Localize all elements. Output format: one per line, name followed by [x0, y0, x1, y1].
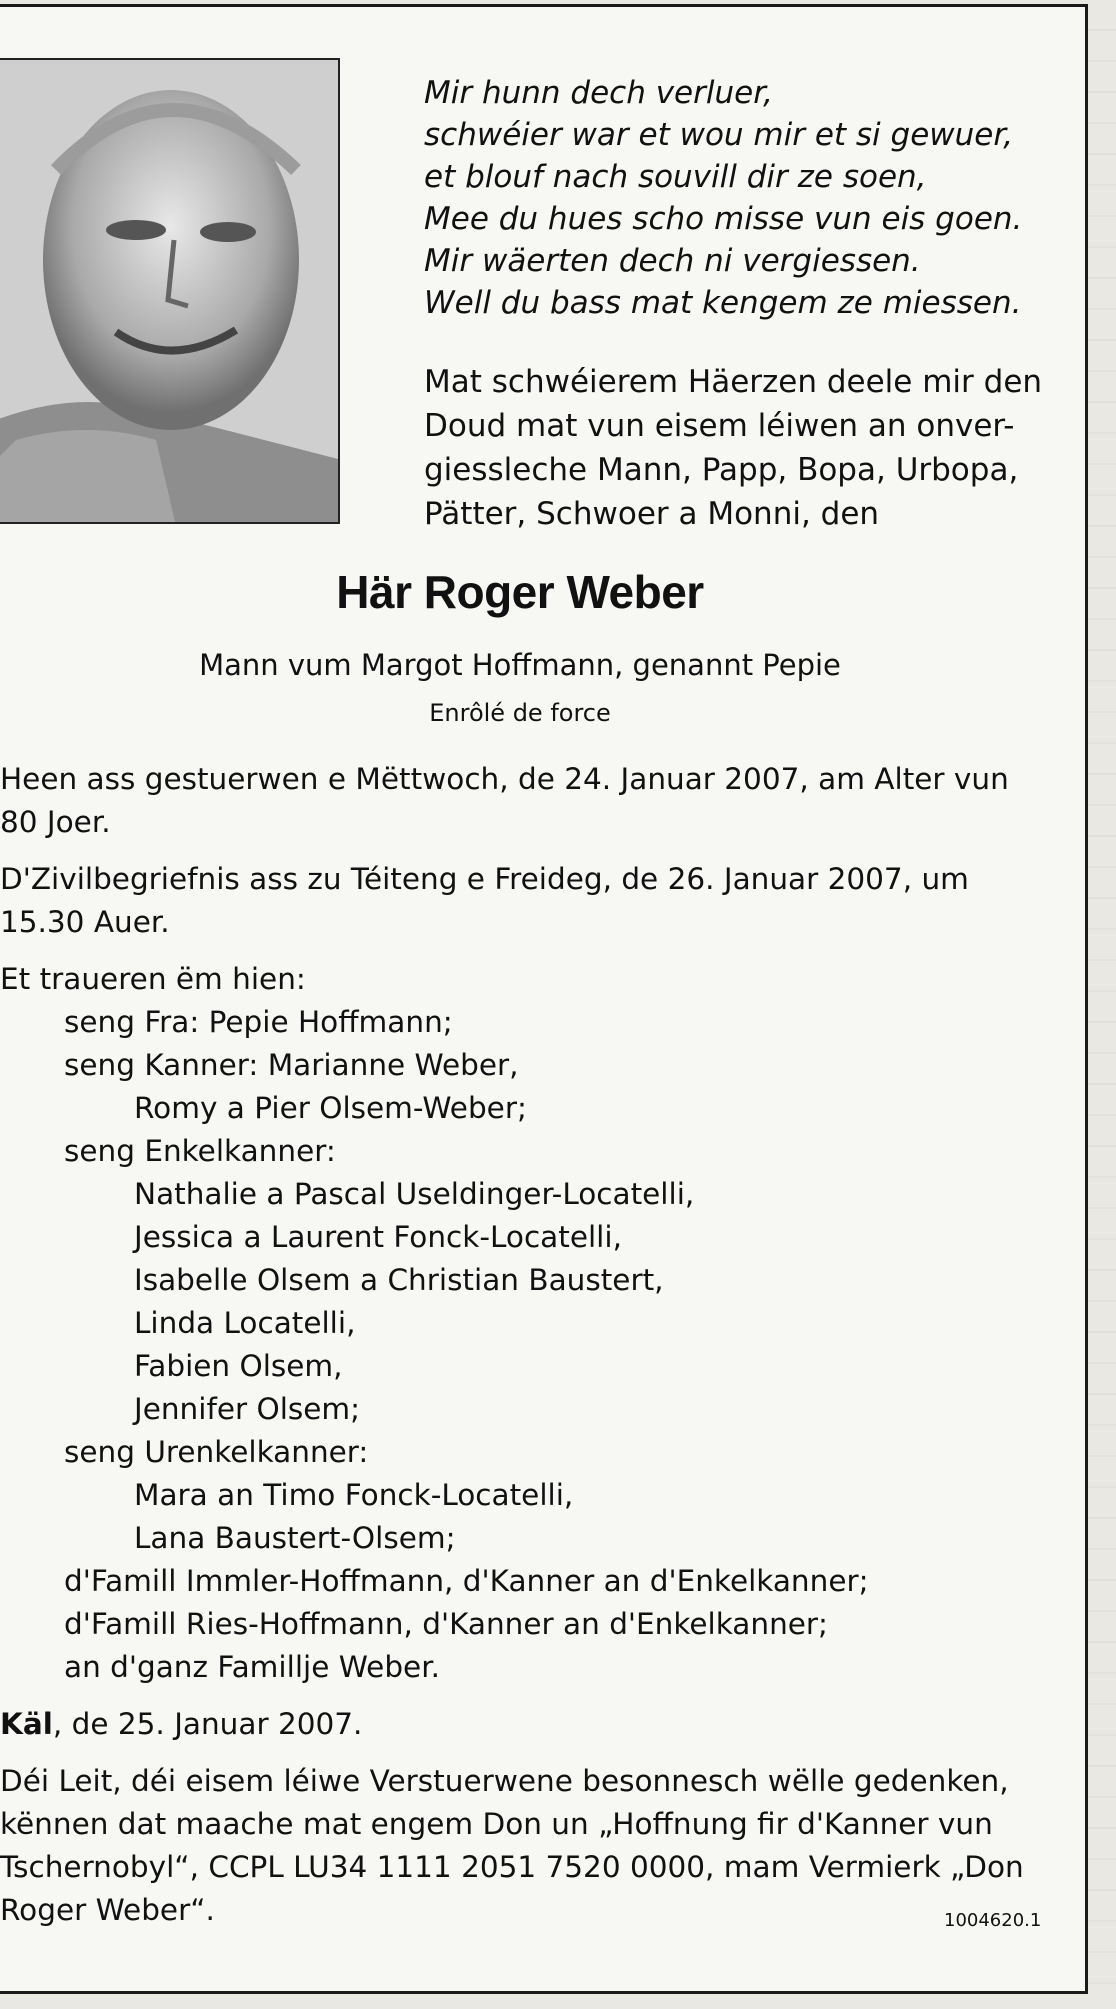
intro-line: Pätter, Schwoer a Monni, den	[424, 496, 880, 532]
mourner-entry: d'Famill Ries-Hoffmann, d'Kanner an d'Enkelkanner;	[64, 1607, 828, 1641]
mourner-entry: d'Famill Immler-Hoffmann, d'Kanner an d'Enkelkanner;	[64, 1564, 869, 1598]
poem-line: Mee du hues scho misse vun eis goen.	[424, 201, 1023, 237]
mourner-entry: Lana Baustert-Olsem;	[134, 1521, 456, 1555]
announcement-intro	[424, 360, 1044, 536]
mourner-entry: Romy a Pier Olsem-Weber;	[134, 1091, 527, 1125]
intro-line: Mat schwéierem Häerzen deele mir den	[424, 364, 1043, 400]
place-date-line	[0, 1703, 1060, 1746]
notice-body	[0, 758, 1060, 1932]
mourner-entry: seng Kanner: Marianne Weber,	[64, 1048, 519, 1082]
enrole-note: Enrôlé de force	[429, 699, 611, 727]
mourner-entry: Isabelle Olsem a Christian Baustert,	[134, 1263, 664, 1297]
poem-line: schwéier war et wou mir et si gewuer,	[424, 117, 1014, 153]
mourner-entry: Linda Locatelli,	[134, 1306, 356, 1340]
donation-line: Roger Weber“.	[0, 1893, 215, 1927]
mourner-entry: Jessica a Laurent Fonck-Locatelli,	[134, 1220, 622, 1254]
funeral-line: D'Zivilbegriefnis ass zu Téiteng e Freideg, de 26. Januar 2007, um	[0, 862, 969, 896]
mourners-list	[0, 1001, 1060, 1689]
mourner-entry: Nathalie a Pascal Useldinger-Locatelli,	[134, 1177, 695, 1211]
donation-line: kënnen dat maache mat engem Don un „Hoffnung fir d'Kanner vun	[0, 1807, 993, 1841]
mourner-entry: seng Urenkelkanner:	[64, 1435, 369, 1469]
death-line: Heen ass gestuerwen e Mëttwoch, de 24. Januar 2007, am Alter vun	[0, 762, 1009, 796]
mourner-entry: Fabien Olsem,	[134, 1349, 343, 1383]
portrait-photo	[0, 58, 340, 524]
mourners-heading: Et traueren ëm hien:	[0, 962, 306, 996]
deceased-name: Här Roger Weber	[336, 566, 704, 618]
mourner-entry: seng Enkelkanner:	[64, 1134, 336, 1168]
date-text: , de 25. Januar 2007.	[52, 1707, 363, 1741]
mourner-entry: Jennifer Olsem;	[134, 1392, 361, 1426]
poem-line: Mir wäerten dech ni vergiessen.	[424, 243, 921, 279]
mourner-entry: Mara an Timo Fonck-Locatelli,	[134, 1478, 574, 1512]
mourner-entry: an d'ganz Famillje Weber.	[64, 1650, 440, 1684]
donation-line: Déi Leit, déi eisem léiwe Verstuerwene besonnesch wëlle gedenken,	[0, 1764, 1009, 1798]
mourner-entry: seng Fra: Pepie Hoffmann;	[64, 1005, 453, 1039]
poem-line: et blouf nach souvill dir ze soen,	[424, 159, 927, 195]
death-line: 80 Joer.	[0, 805, 111, 839]
spouse-line: Mann vum Margot Hoffmann, genannt Pepie	[199, 648, 841, 682]
funeral-line: 15.30 Auer.	[0, 905, 170, 939]
intro-line: Doud mat vun eisem léiwen an onver-	[424, 408, 1015, 444]
reference-number: 1004620.1	[944, 1910, 1042, 1931]
place-name: Käl	[0, 1707, 53, 1741]
poem	[424, 72, 1064, 324]
intro-line: giessleche Mann, Papp, Bopa, Urbopa,	[424, 452, 1019, 488]
poem-line: Well du bass mat kengem ze miessen.	[424, 285, 1022, 321]
poem-line: Mir hunn dech verluer,	[424, 75, 773, 111]
donation-line: Tschernobyl“, CCPL LU34 1111 2051 7520 0000, mam Vermierk „Don	[0, 1850, 1024, 1884]
